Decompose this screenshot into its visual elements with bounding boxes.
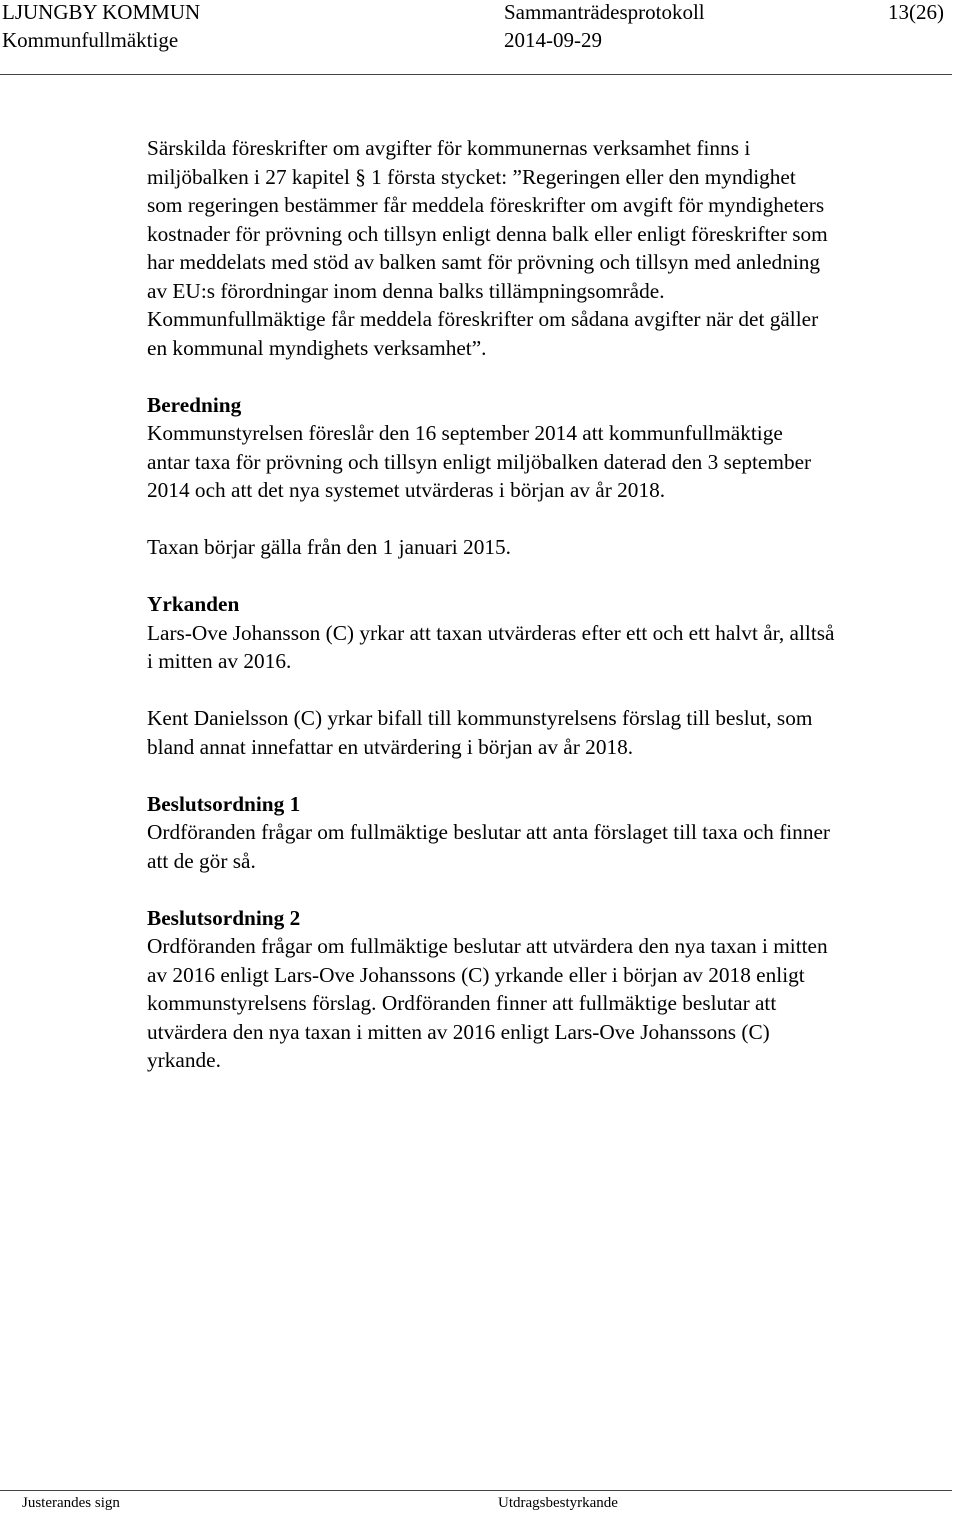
beredning-section (147, 391, 947, 562)
footer-signature-label: Justerandes sign (22, 1495, 120, 1511)
beslutsordning-2-section (147, 904, 947, 1075)
text-line: Särskilda föreskrifter om avgifter för kommunernas verksamhet finns i (147, 136, 751, 160)
text-line: utvärdera den nya taxan i mitten av 2016 enligt Lars-Ove Johanssons (C) (147, 1019, 770, 1044)
text-line: i mitten av 2016. (147, 649, 292, 673)
page-number: 13(26) (888, 0, 944, 24)
text-line: Kent Danielsson (C) yrkar bifall till kommunstyrelsens förslag till beslut, som (147, 706, 813, 730)
intro-paragraph (147, 134, 947, 362)
paragraph-spacer (147, 875, 947, 904)
paragraph-spacer (147, 362, 947, 391)
text-line: Kommunfullmäktige får meddela föreskrifter om sådana avgifter när det gäller (147, 307, 819, 331)
header-divider (0, 74, 952, 75)
page-header (0, 0, 960, 78)
paragraph-spacer (147, 761, 947, 790)
text-line: miljöbalken i 27 kapitel § 1 första stycket: ”Regeringen eller den myndighet (147, 164, 796, 189)
text-line: Ordföranden frågar om fullmäktige beslutar att anta förslaget till taxa och finner (147, 820, 831, 844)
paragraph-spacer (147, 505, 947, 534)
text-line: som regeringen bestämmer får meddela föreskrifter om avgift för myndigheters (147, 193, 825, 217)
paragraph-spacer (147, 562, 947, 591)
text-line: Kommunstyrelsen föreslår den 16 september 2014 att kommunfullmäktige (147, 421, 783, 445)
section-heading: Beredning (147, 392, 242, 417)
section-heading: Beslutsordning 1 (147, 791, 301, 816)
document-type: Sammanträdesprotokoll (504, 0, 705, 24)
meeting-date: 2014-09-29 (504, 28, 602, 52)
section-heading: Beslutsordning 2 (147, 905, 301, 930)
text-line: Lars-Ove Johansson (C) yrkar att taxan utvärderas efter ett och ett halvt år, alltså (147, 620, 835, 645)
text-line: antar taxa för prövning och tillsyn enligt miljöbalken daterad den 3 september (147, 449, 812, 474)
text-line: har meddelats med stöd av balken samt för prövning och tillsyn med anledning (147, 250, 821, 274)
document-body (147, 134, 947, 1075)
text-line: kostnader för prövning och tillsyn enligt denna balk eller enligt föreskrifter som (147, 221, 828, 246)
text-line: bland annat innefattar en utvärdering i början av år 2018. (147, 734, 634, 759)
text-line: av 2016 enligt Lars-Ove Johanssons (C) yrkande eller i början av 2018 enligt (147, 962, 805, 987)
organization-name: LJUNGBY KOMMUN (2, 0, 201, 24)
yrkanden-section (147, 590, 947, 761)
section-heading: Yrkanden (147, 592, 240, 616)
text-line: yrkande. (147, 1048, 221, 1072)
paragraph-spacer (147, 676, 947, 705)
body-name: Kommunfullmäktige (2, 28, 179, 52)
text-line: av EU:s förordningar inom denna balks tillämpningsområde. (147, 278, 665, 303)
footer-certification-label: Utdragsbestyrkande (498, 1495, 618, 1511)
text-line: en kommunal myndighets verksamhet”. (147, 335, 487, 360)
footer-divider (0, 1490, 952, 1491)
text-line: Ordföranden frågar om fullmäktige beslutar att utvärdera den nya taxan i mitten (147, 934, 828, 958)
beslutsordning-1-section (147, 790, 947, 876)
text-line: kommunstyrelsens förslag. Ordföranden finner att fullmäktige beslutar att (147, 991, 777, 1015)
text-line: Taxan börjar gälla från den 1 januari 2015. (147, 535, 511, 559)
text-line: 2014 och att det nya systemet utvärderas i början av år 2018. (147, 478, 666, 502)
text-line: att de gör så. (147, 848, 256, 873)
